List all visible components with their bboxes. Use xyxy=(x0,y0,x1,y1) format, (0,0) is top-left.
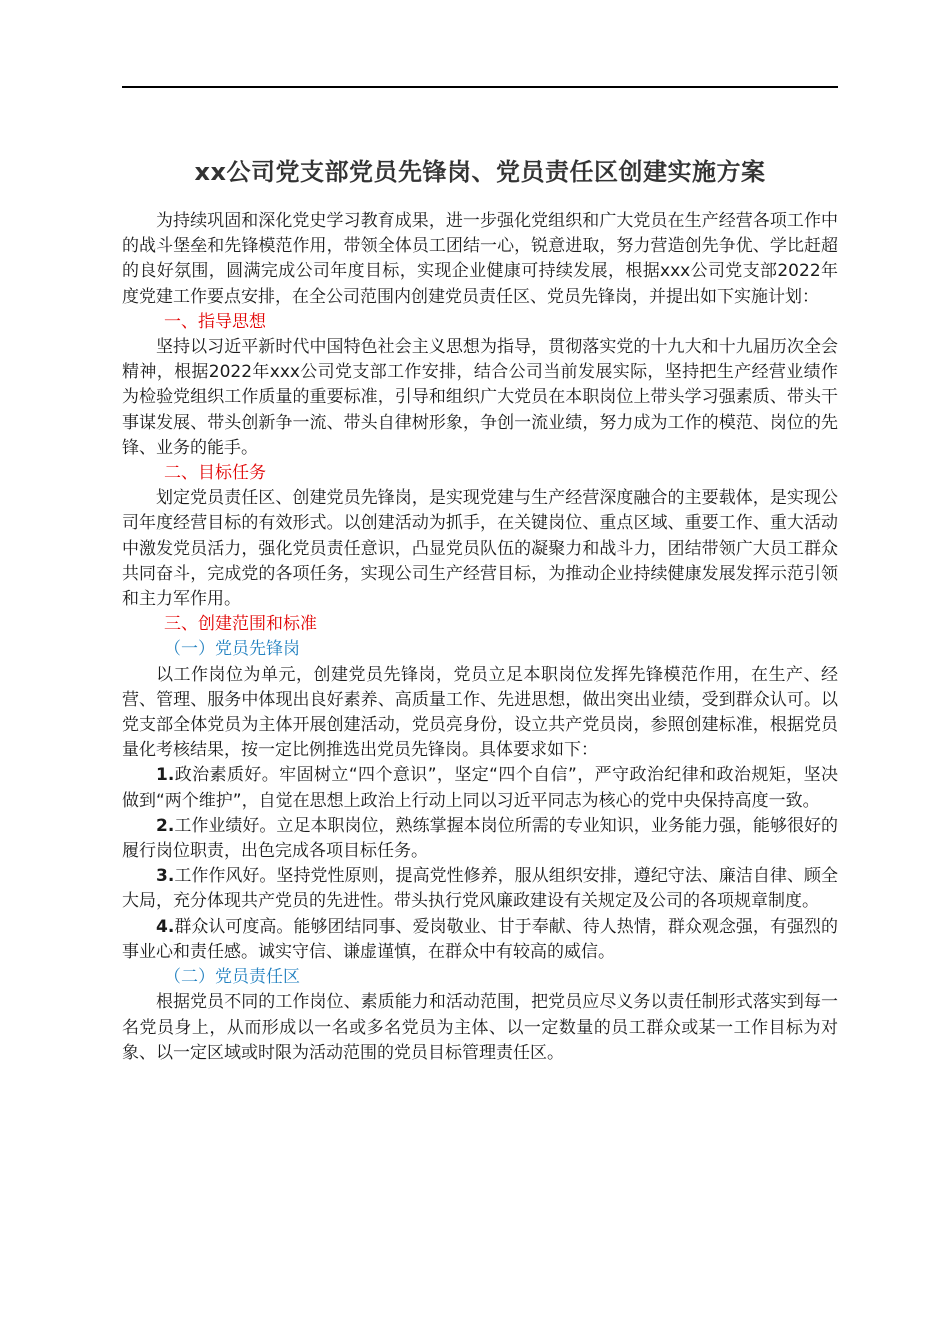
list-item-text: 工作业绩好。立足本职岗位，熟练掌握本岗位所需的专业知识，业务能力强，能够很好的履行岗位职责，出色完成各项目标任务。 xyxy=(122,815,838,862)
list-item-text: 群众认可度高。能够团结同事、爱岗敬业、甘于奉献、待人热情，群众观念强，有强烈的事业心和责任感。诚实守信、谦虚谨慎，在群众中有较高的威信。 xyxy=(122,916,838,962)
header-rule xyxy=(122,86,838,88)
list-item xyxy=(122,814,838,864)
list-item xyxy=(122,763,838,813)
section-heading-scope: 三、创建范围和标准 xyxy=(164,614,317,635)
document-title: xx公司党支部党员先锋岗、党员责任区创建实施方案 xyxy=(194,158,766,186)
list-item xyxy=(122,915,838,965)
subsection-heading-responsibility-zone: （二）党员责任区 xyxy=(164,967,300,988)
section-heading-guiding-thought: 一、指导思想 xyxy=(164,311,266,332)
subsection-paragraph-pioneer-post: 以工作岗位为单元，创建党员先锋岗，党员立足本职岗位发挥先锋模范作用，在生产、经营、管理、服务中体现出良好素养、高质量工作、先进思想，做出突出业绩，受到群众认可。以党支部全体党员为主体开展创建活动，党员亮身份，设立共产党员岗，参照创建标准，根据党员量化考核结果，按一定比例推选出党员先锋岗。具体要求如下： xyxy=(122,664,838,761)
list-item xyxy=(122,864,838,914)
subsection-heading-pioneer-post: （一）党员先锋岗 xyxy=(164,639,300,660)
list-item-text: 政治素质好。牢固树立“四个意识”，坚定“四个自信”，严守政治纪律和政治规矩，坚决做到“两个维护”，自觉在思想上政治上行动上同以习近平同志为核心的党中央保持高度一致。 xyxy=(122,765,838,811)
document-body xyxy=(122,209,838,1066)
list-item-text: 工作作风好。坚持党性原则，提高党性修养，服从组织安排，遵纪守法、廉洁自律、顾全大局，充分体现共产党员的先进性。带头执行党风廉政建设有关规定及公司的各项规章制度。 xyxy=(122,866,838,912)
list-item-number: 4. xyxy=(156,916,175,937)
section-heading-goals: 二、目标任务 xyxy=(164,463,266,484)
list-item-number: 1. xyxy=(156,765,175,786)
section-paragraph-goals: 划定党员责任区、创建党员先锋岗，是实现党建与生产经营深度融合的主要载体，是实现公司年度经营目标的有效形式。以创建活动为抓手，在关键岗位、重点区域、重要工作、重大活动中激发党员活力，强化党员责任意识，凸显党员队伍的凝聚力和战斗力，团结带领广大员工群众共同奋斗，完成党的各项任务，实现公司生产经营目标，为推动企业持续健康发展发挥示范引领和主力军作用。 xyxy=(122,488,838,610)
subsection-paragraph-responsibility-zone: 根据党员不同的工作岗位、素质能力和活动范围，把党员应尽义务以责任制形式落实到每一名党员身上，从而形成以一名或多名党员为主体、以一定数量的员工群众或某一工作目标为对象、以一定区域或时限为活动范围的党员目标管理责任区。 xyxy=(122,992,838,1063)
intro-paragraph: 为持续巩固和深化党史学习教育成果，进一步强化党组织和广大党员在生产经营各项工作中的战斗堡垒和先锋模范作用，带领全体员工团结一心，锐意进取，努力营造创先争优、学比赶超的良好氛围，圆满完成公司年度目标，实现企业健康可持续发展，根据xxx公司党支部2022年度党建工作要点安排，在全公司范围内创建党员责任区、党员先锋岗，并提出如下实施计划： xyxy=(122,211,838,307)
list-item-number: 3. xyxy=(156,866,175,887)
section-paragraph-guiding-thought: 坚持以习近平新时代中国特色社会主义思想为指导，贯彻落实党的十九大和十九届历次全会精神，根据2022年xxx公司党支部工作安排，结合公司当前发展实际，坚持把生产经营业绩作为检验党组织工作质量的重要标准，引导和组织广大党员在本职岗位上带头学习强素质、带头干事谋发展、带头创新争一流、带头自律树形象，争创一流业绩，努力成为工作的模范、岗位的先锋、业务的能手。 xyxy=(122,337,838,458)
list-item-number: 2. xyxy=(156,815,175,836)
